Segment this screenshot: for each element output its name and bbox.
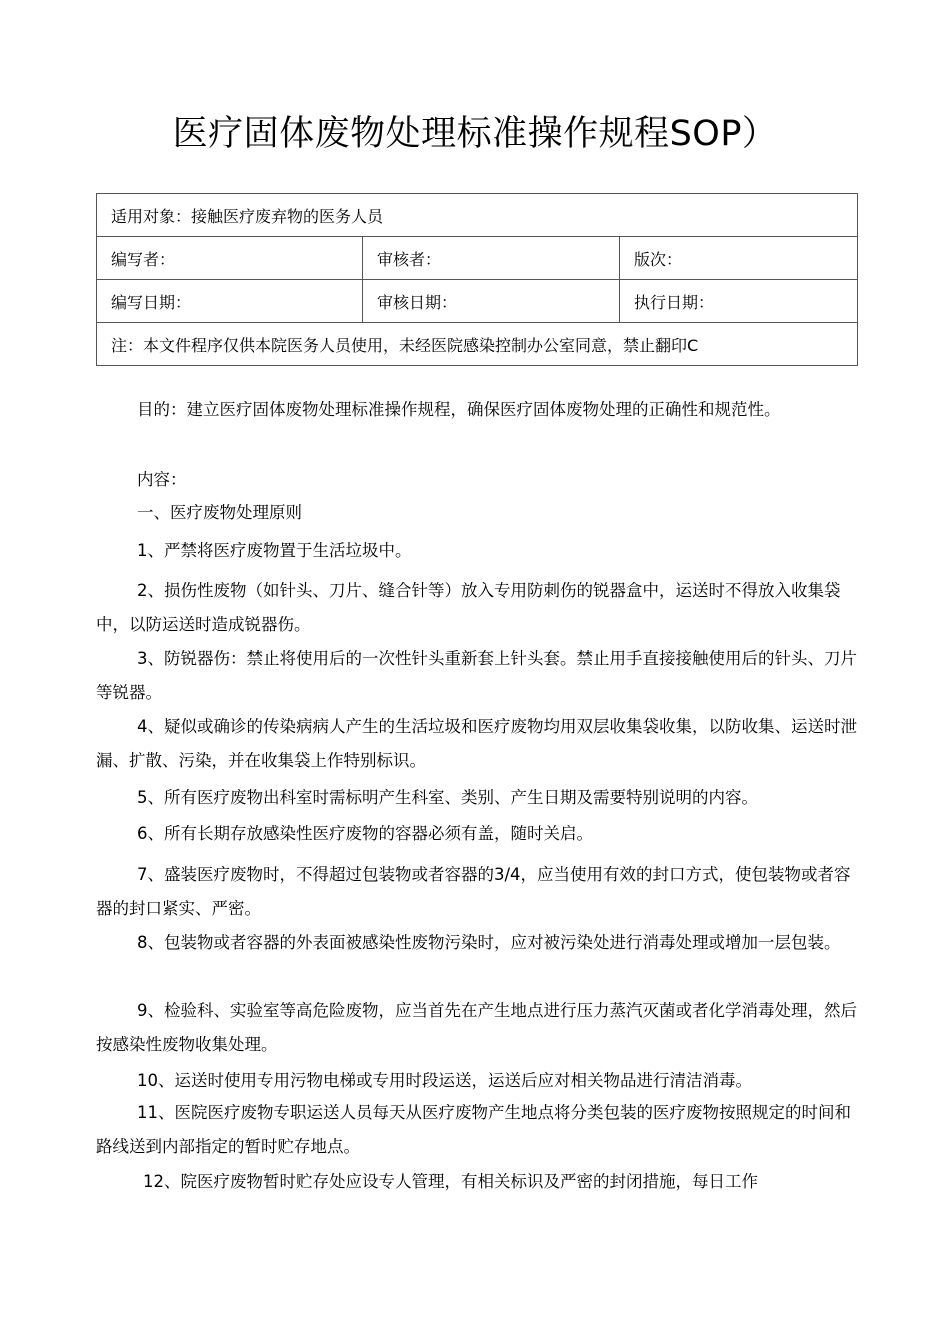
write-date-cell: 编写日期： xyxy=(97,280,363,323)
list-item: 11、医院医疗废物专职运送人员每天从医疗废物产生地点将分类包装的医疗废物按照规定的时间和路线送到内部指定的暂时贮存地点。 xyxy=(96,1103,851,1156)
list-item: 2、损伤性废物（如针头、刀片、缝合针等）放入专用防刺伤的锐器盒中，运送时不得放入收集袋中，以防运送时造成锐器伤。 xyxy=(96,581,841,634)
exec-date-cell: 执行日期： xyxy=(620,280,858,323)
section-heading: 一、医疗废物处理原则 xyxy=(137,503,302,522)
reviewer-cell: 审核者： xyxy=(363,237,620,280)
list-item: 8、包装物或者容器的外表面被感染性废物污染时，应对被污染处进行消毒处理或增加一层包装。 xyxy=(137,933,841,952)
document-info-table xyxy=(96,193,858,366)
review-date-cell: 审核日期： xyxy=(363,280,620,323)
list-item: 6、所有长期存放感染性医疗废物的容器必须有盖，随时关启。 xyxy=(137,824,593,843)
list-item: 4、疑似或确诊的传染病病人产生的生活垃圾和医疗废物均用双层收集袋收集，以防收集、运送时泄漏、扩散、污染，并在收集袋上作特别标识。 xyxy=(96,717,857,770)
version-cell: 版次： xyxy=(620,237,858,280)
writer-cell: 编写者： xyxy=(97,237,363,280)
list-item: 9、检验科、实验室等高危险废物，应当首先在产生地点进行压力蒸汽灭菌或者化学消毒处理，然后按感染性废物收集处理。 xyxy=(96,1001,857,1054)
note-cell: 注：本文件程序仅供本院医务人员使用，未经医院感染控制办公室同意，禁止翻印C xyxy=(97,323,858,366)
purpose-paragraph: 目的：建立医疗固体废物处理标准操作规程，确保医疗固体废物处理的正确性和规范性。 xyxy=(137,400,781,419)
document-title: 医疗固体废物处理标准操作规程SOP） xyxy=(172,114,778,154)
applicable-cell: 适用对象：接触医疗废弃物的医务人员 xyxy=(97,194,858,237)
list-item: 1、严禁将医疗废物置于生活垃圾中。 xyxy=(137,541,412,560)
list-item: 7、盛装医疗废物时，不得超过包装物或者容器的3/4，应当使用有效的封口方式，使包装物或者容器的封口紧实、严密。 xyxy=(96,865,851,918)
list-item: 5、所有医疗废物出科室时需标明产生科室、类别、产生日期及需要特别说明的内容。 xyxy=(137,788,758,807)
content-label: 内容： xyxy=(137,470,187,489)
list-item: 3、防锐器伤：禁止将使用后的一次性针头重新套上针头套。禁止用手直接接触使用后的针头、刀片等锐器。 xyxy=(96,649,857,702)
list-item: 10、运送时使用专用污物电梯或专用时段运送，运送后应对相关物品进行清洁消毒。 xyxy=(137,1071,752,1090)
list-item: 12、院医疗废物暂时贮存处应设专人管理，有相关标识及严密的封闭措施，每日工作 xyxy=(143,1172,758,1191)
